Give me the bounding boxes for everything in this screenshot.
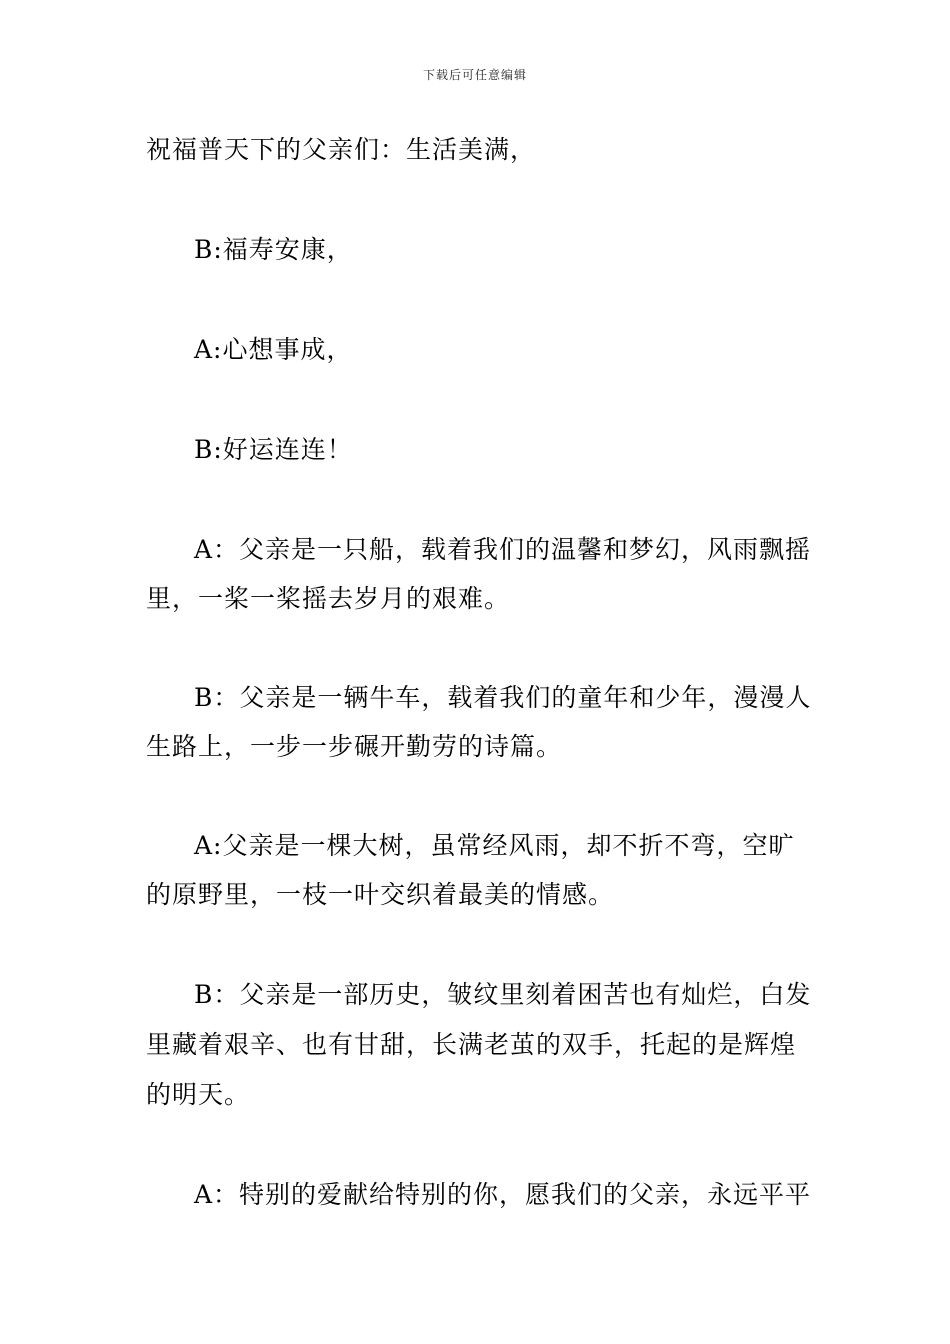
text-line-2: B:福寿安康， (194, 235, 353, 264)
text-line-14: A：特别的爱献给特别的你，愿我们的父亲，永远平平 (194, 1180, 812, 1209)
text-line-10: 的原野里，一枝一叶交织着最美的情感。 (146, 880, 615, 909)
text-line-5: A：父亲是一只船，载着我们的温馨和梦幻，风雨飘摇 (194, 535, 812, 564)
text-line-3: A:心想事成， (194, 335, 353, 364)
text-line-7: B：父亲是一辆牛车，载着我们的童年和少年，漫漫人 (194, 683, 812, 712)
text-line-12: 里藏着艰辛、也有甘甜，长满老茧的双手，托起的是辉煌 (146, 1030, 797, 1059)
text-line-1: 祝福普天下的父亲们：生活美满， (146, 135, 537, 164)
text-line-9: A:父亲是一棵大树，虽常经风雨，却不折不弯，空旷 (194, 831, 795, 860)
text-line-11: B：父亲是一部历史，皱纹里刻着困苦也有灿烂，白发 (194, 980, 812, 1009)
text-line-8: 生路上，一步一步碾开勤劳的诗篇。 (146, 732, 563, 761)
text-line-13: 的明天。 (146, 1080, 251, 1109)
text-line-4: B:好运连连！ (194, 435, 353, 464)
text-line-6: 里，一桨一桨摇去岁月的艰难。 (146, 584, 511, 613)
page-header: 下载后可任意编辑 (422, 68, 527, 82)
